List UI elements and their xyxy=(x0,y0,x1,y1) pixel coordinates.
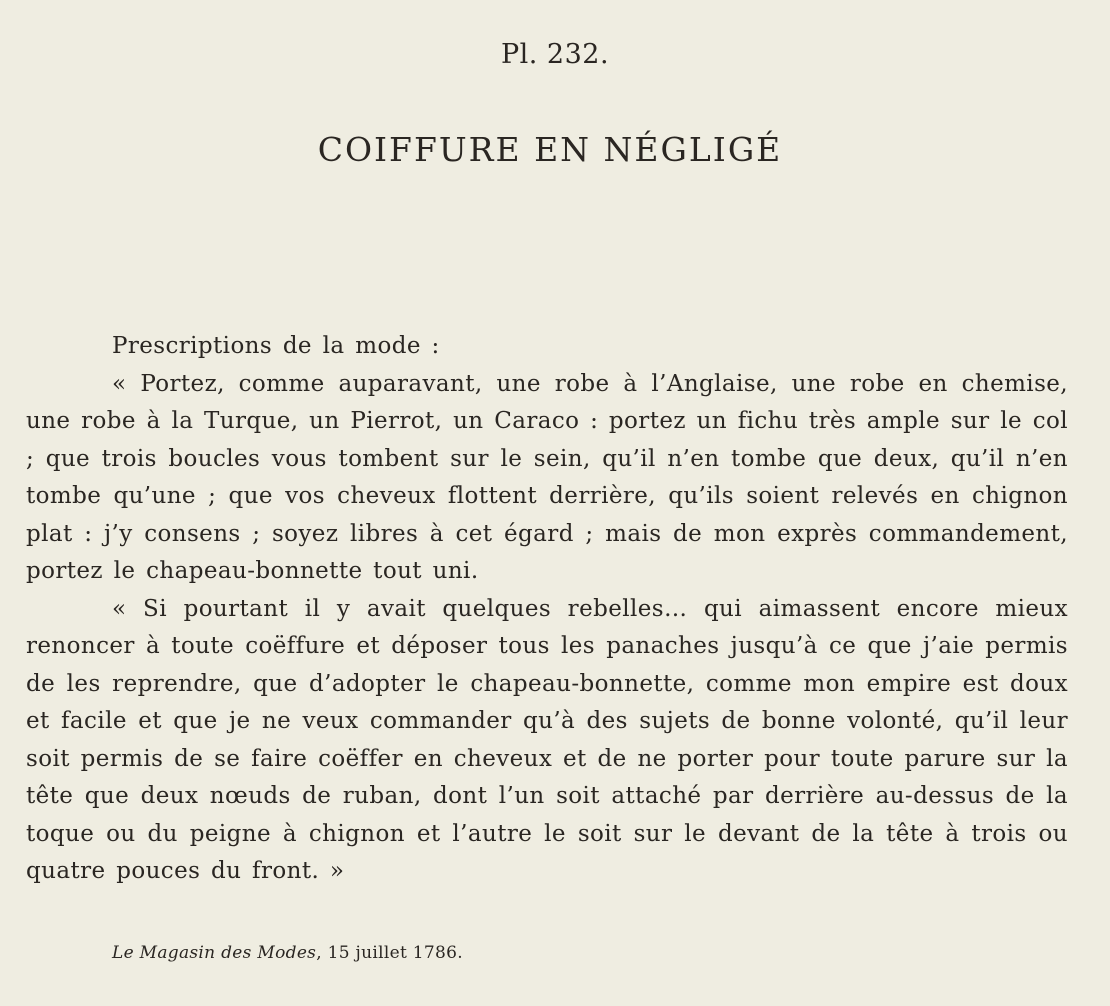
intro-line: Prescriptions de la mode : xyxy=(112,333,440,359)
source-citation xyxy=(112,940,463,966)
page-title: COIFFURE EN NÉGLIGÉ xyxy=(317,130,783,169)
quote-paragraph-2: « Si pourtant il y avait quelques rebelles… qui aimassent encore mieux renoncer à toute coëffure et déposer tous les panaches jusqu’à ce que j’aie permis de les reprendre, que d’adopter le chapeau-bonnette, comme mon empire est doux et facile et que je ne veux commander qu’à des sujets de bonne volonté, qu’il leur soit permis de se faire coëffer en cheveux et de ne porter pour toute parure sur la tête que deux nœuds de ruban, dont l’un soit attaché par derrière au-dessus de la toque ou du peigne à chignon et l’autre le soit sur le devant de la tête à trois ou quatre pouces du front. » xyxy=(26,595,1068,884)
magazine-name: Le Magasin des Modes xyxy=(112,943,317,963)
citation-date: , 15 juillet 1786. xyxy=(316,943,463,963)
plate-number: Pl. 232. xyxy=(500,39,610,70)
quote-paragraph-1: « Portez, comme auparavant, une robe à l’Anglaise, une robe en chemise, une robe à la Turque, un Pierrot, un Caraco : portez un fichu très ample sur le col ; que trois boucles vous tombent sur le sein, qu’il n’en tombe que deux, qu’il n’en tombe qu’une ; que vos cheveux flottent derrière, qu’ils soient relevés en chignon plat : j’y consens ; soyez libres à cet égard ; mais de mon exprès commandement, portez le chapeau-bonnette tout uni. xyxy=(26,370,1068,584)
quotation-body xyxy=(26,328,1068,891)
